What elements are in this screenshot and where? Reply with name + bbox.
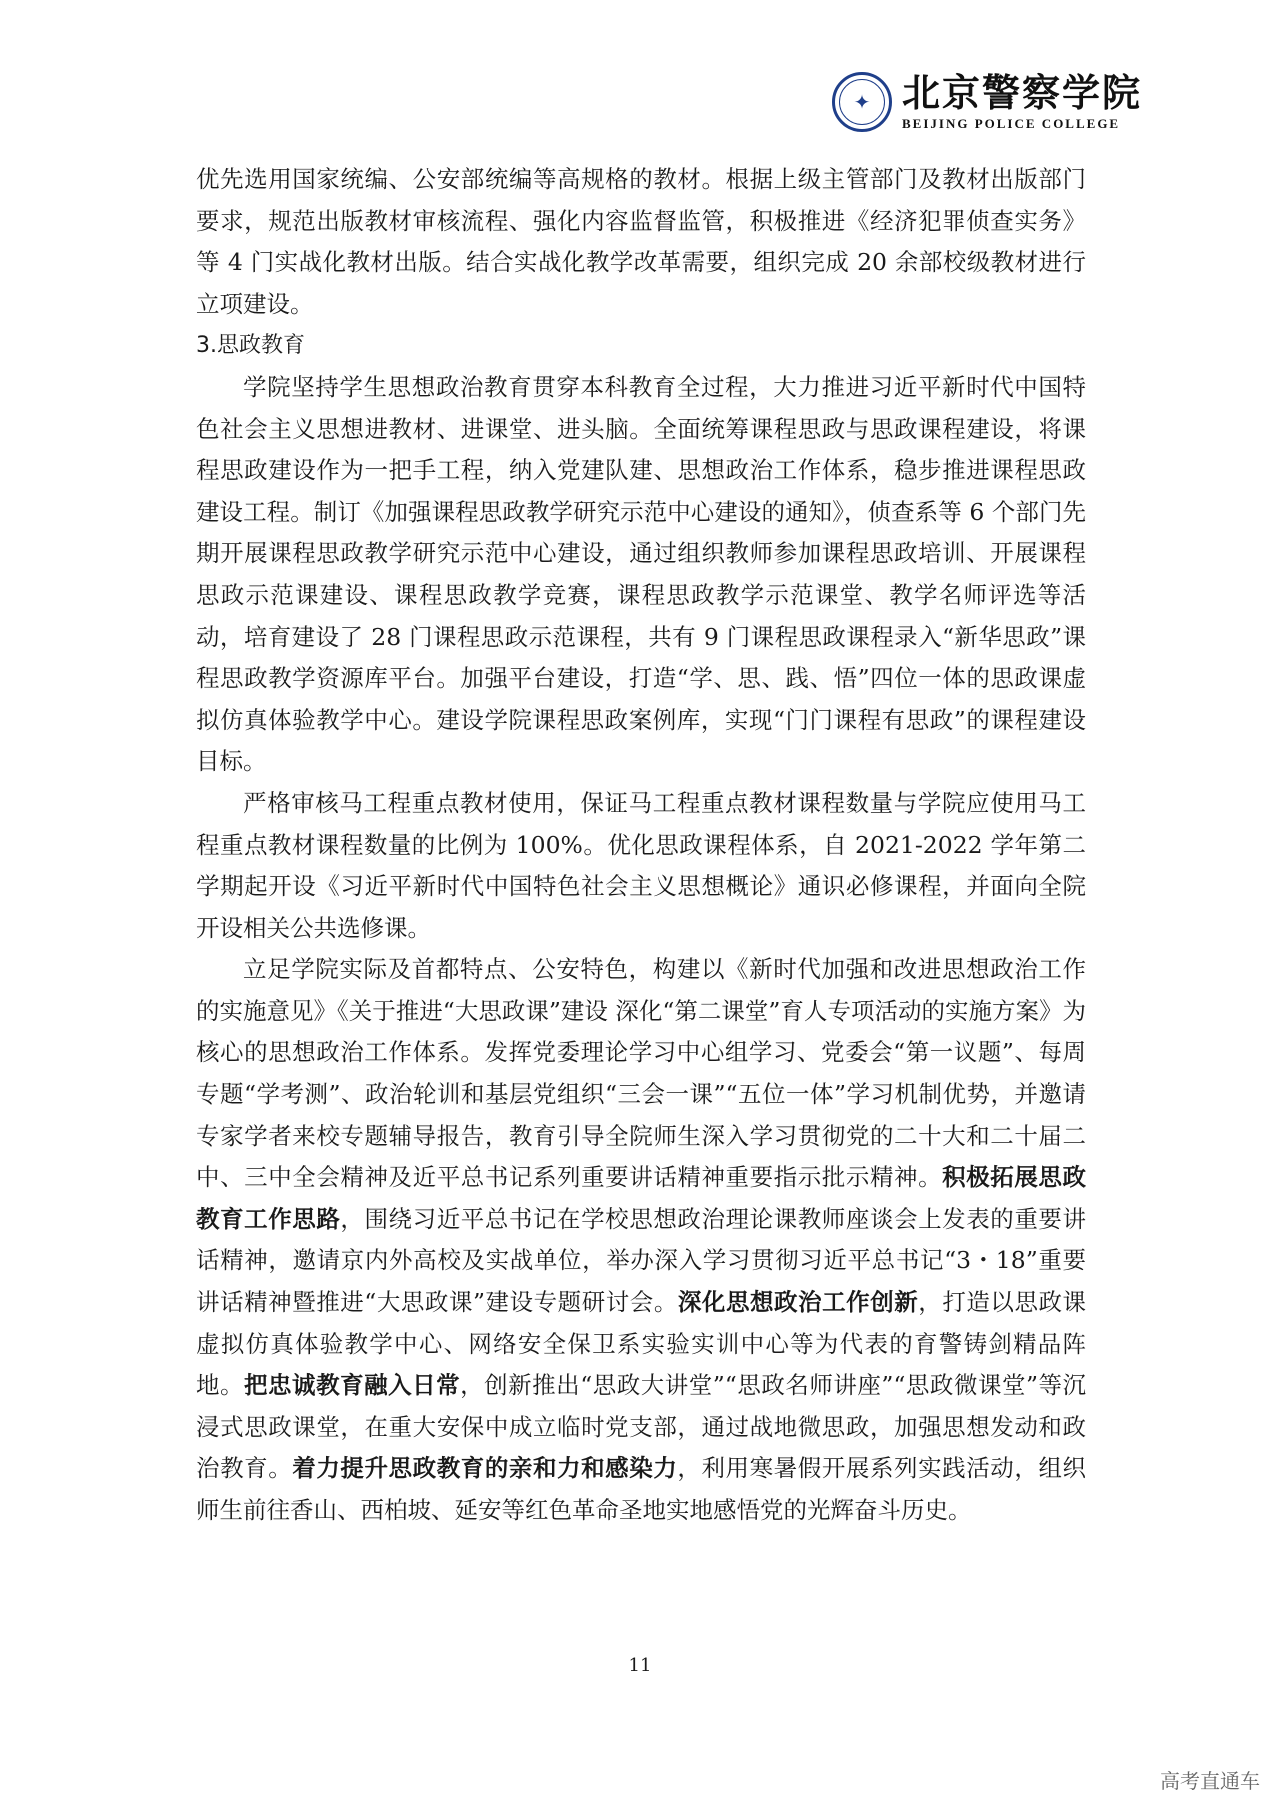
bold-phrase: 深化思想政治工作创新 <box>677 1288 919 1317</box>
logo-chinese-name: 北京警察学院 <box>902 70 1143 115</box>
bold-phrase: 积极拓展思政教育工作思路 <box>196 1163 1087 1233</box>
college-logo <box>832 72 1142 132</box>
paragraph-key-textbooks: 严格审核马工程重点教材使用，保证马工程重点教材课程数量与学院应使用马工程重点教材课程数量的比例为 100%。优化思政课程体系，自 2021-2022 学年第二学期起开设《习近平新时代中国特色社会主义思想概论》通识必修课程，并面向全院开设相关公共选修课。 <box>196 788 1086 942</box>
section-heading: 3.思政教育 <box>196 333 305 359</box>
logo-english-name: BEIJING POLICE COLLEGE <box>902 116 1121 131</box>
college-seal-icon: ✦ <box>832 72 892 132</box>
watermark: 高考直通车 <box>1160 1769 1260 1793</box>
page-number: 11 <box>628 1655 652 1676</box>
document-body <box>196 159 1086 1532</box>
bold-phrase: 把忠诚教育融入日常 <box>244 1371 461 1400</box>
paragraph-work-system: 立足学院实际及首都特点、公安特色，构建以《新时代加强和改进思想政治工作的实施意见》《关于推进“大思政课”建设 深化“第二课堂”育人专项活动的实施方案》为核心的思想政治工作体系。发挥党委理论学习中心组学习、党委会“第一议题”、每周专题“学考测”、政治轮训和基层党组织“三会一课”“五位一体”学习机制优势，并邀请专家学者来校专题辅导报告，教育引导全院师生深入学习贯彻党的二十大和二十届二中、三中全会精神及近平总书记系列重要讲话精神重要指示批示精神。积极拓展思政教育工作思路，围绕习近平总书记在学校思想政治理论课教师座谈会上发表的重要讲话精神，邀请京内外高校及实战单位，举办深入学习贯彻习近平总书记“3・18”重要讲话精神暨推进“大思政课”建设专题研讨会。深化思想政治工作创新，打造以思政课虚拟仿真体验教学中心、网络安全保卫系实验实训中心等为代表的育警铸剑精品阵地。把忠诚教育融入日常，创新推出“思政大讲堂”“思政名师讲座”“思政微课堂”等沉浸式思政课堂，在重大安保中成立临时党支部，通过战地微思政，加强思想发动和政治教育。着力提升思政教育的亲和力和感染力，利用寒暑假开展系列实践活动，组织师生前往香山、西柏坡、延安等红色革命圣地实地感悟党的光辉奋斗历史。 <box>196 955 1087 1524</box>
bold-phrase: 着力提升思政教育的亲和力和感染力 <box>292 1454 678 1483</box>
paragraph-textbooks: 优先选用国家统编、公安部统编等高规格的教材。根据上级主管部门及教材出版部门要求，规范出版教材审核流程、强化内容监督监管，积极推进《经济犯罪侦查实务》等 4 门实战化教材出版。结合实战化教学改革需要，组织完成 20 余部校级教材进行立项建设。 <box>196 165 1086 318</box>
paragraph-ideological-education: 学院坚持学生思想政治教育贯穿本科教育全过程，大力推进习近平新时代中国特色社会主义思想进教材、进课堂、进头脑。全面统筹课程思政与思政课程建设，将课程思政建设作为一把手工程，纳入党建队建、思想政治工作体系，稳步推进课程思政建设工程。制订《加强课程思政教学研究示范中心建设的通知》，侦查系等 6 个部门先期开展课程思政教学研究示范中心建设，通过组织教师参加课程思政培训、开展课程思政示范课建设、课程思政教学竞赛，课程思政教学示范课堂、教学名师评选等活动，培育建设了 28 门课程思政示范课程，共有 9 门课程思政课程录入“新华思政”课程思政教学资源库平台。加强平台建设，打造“学、思、践、悟”四位一体的思政课虚拟仿真体验教学中心。建设学院课程思政案例库，实现“门门课程有思政”的课程建设目标。 <box>196 372 1086 776</box>
